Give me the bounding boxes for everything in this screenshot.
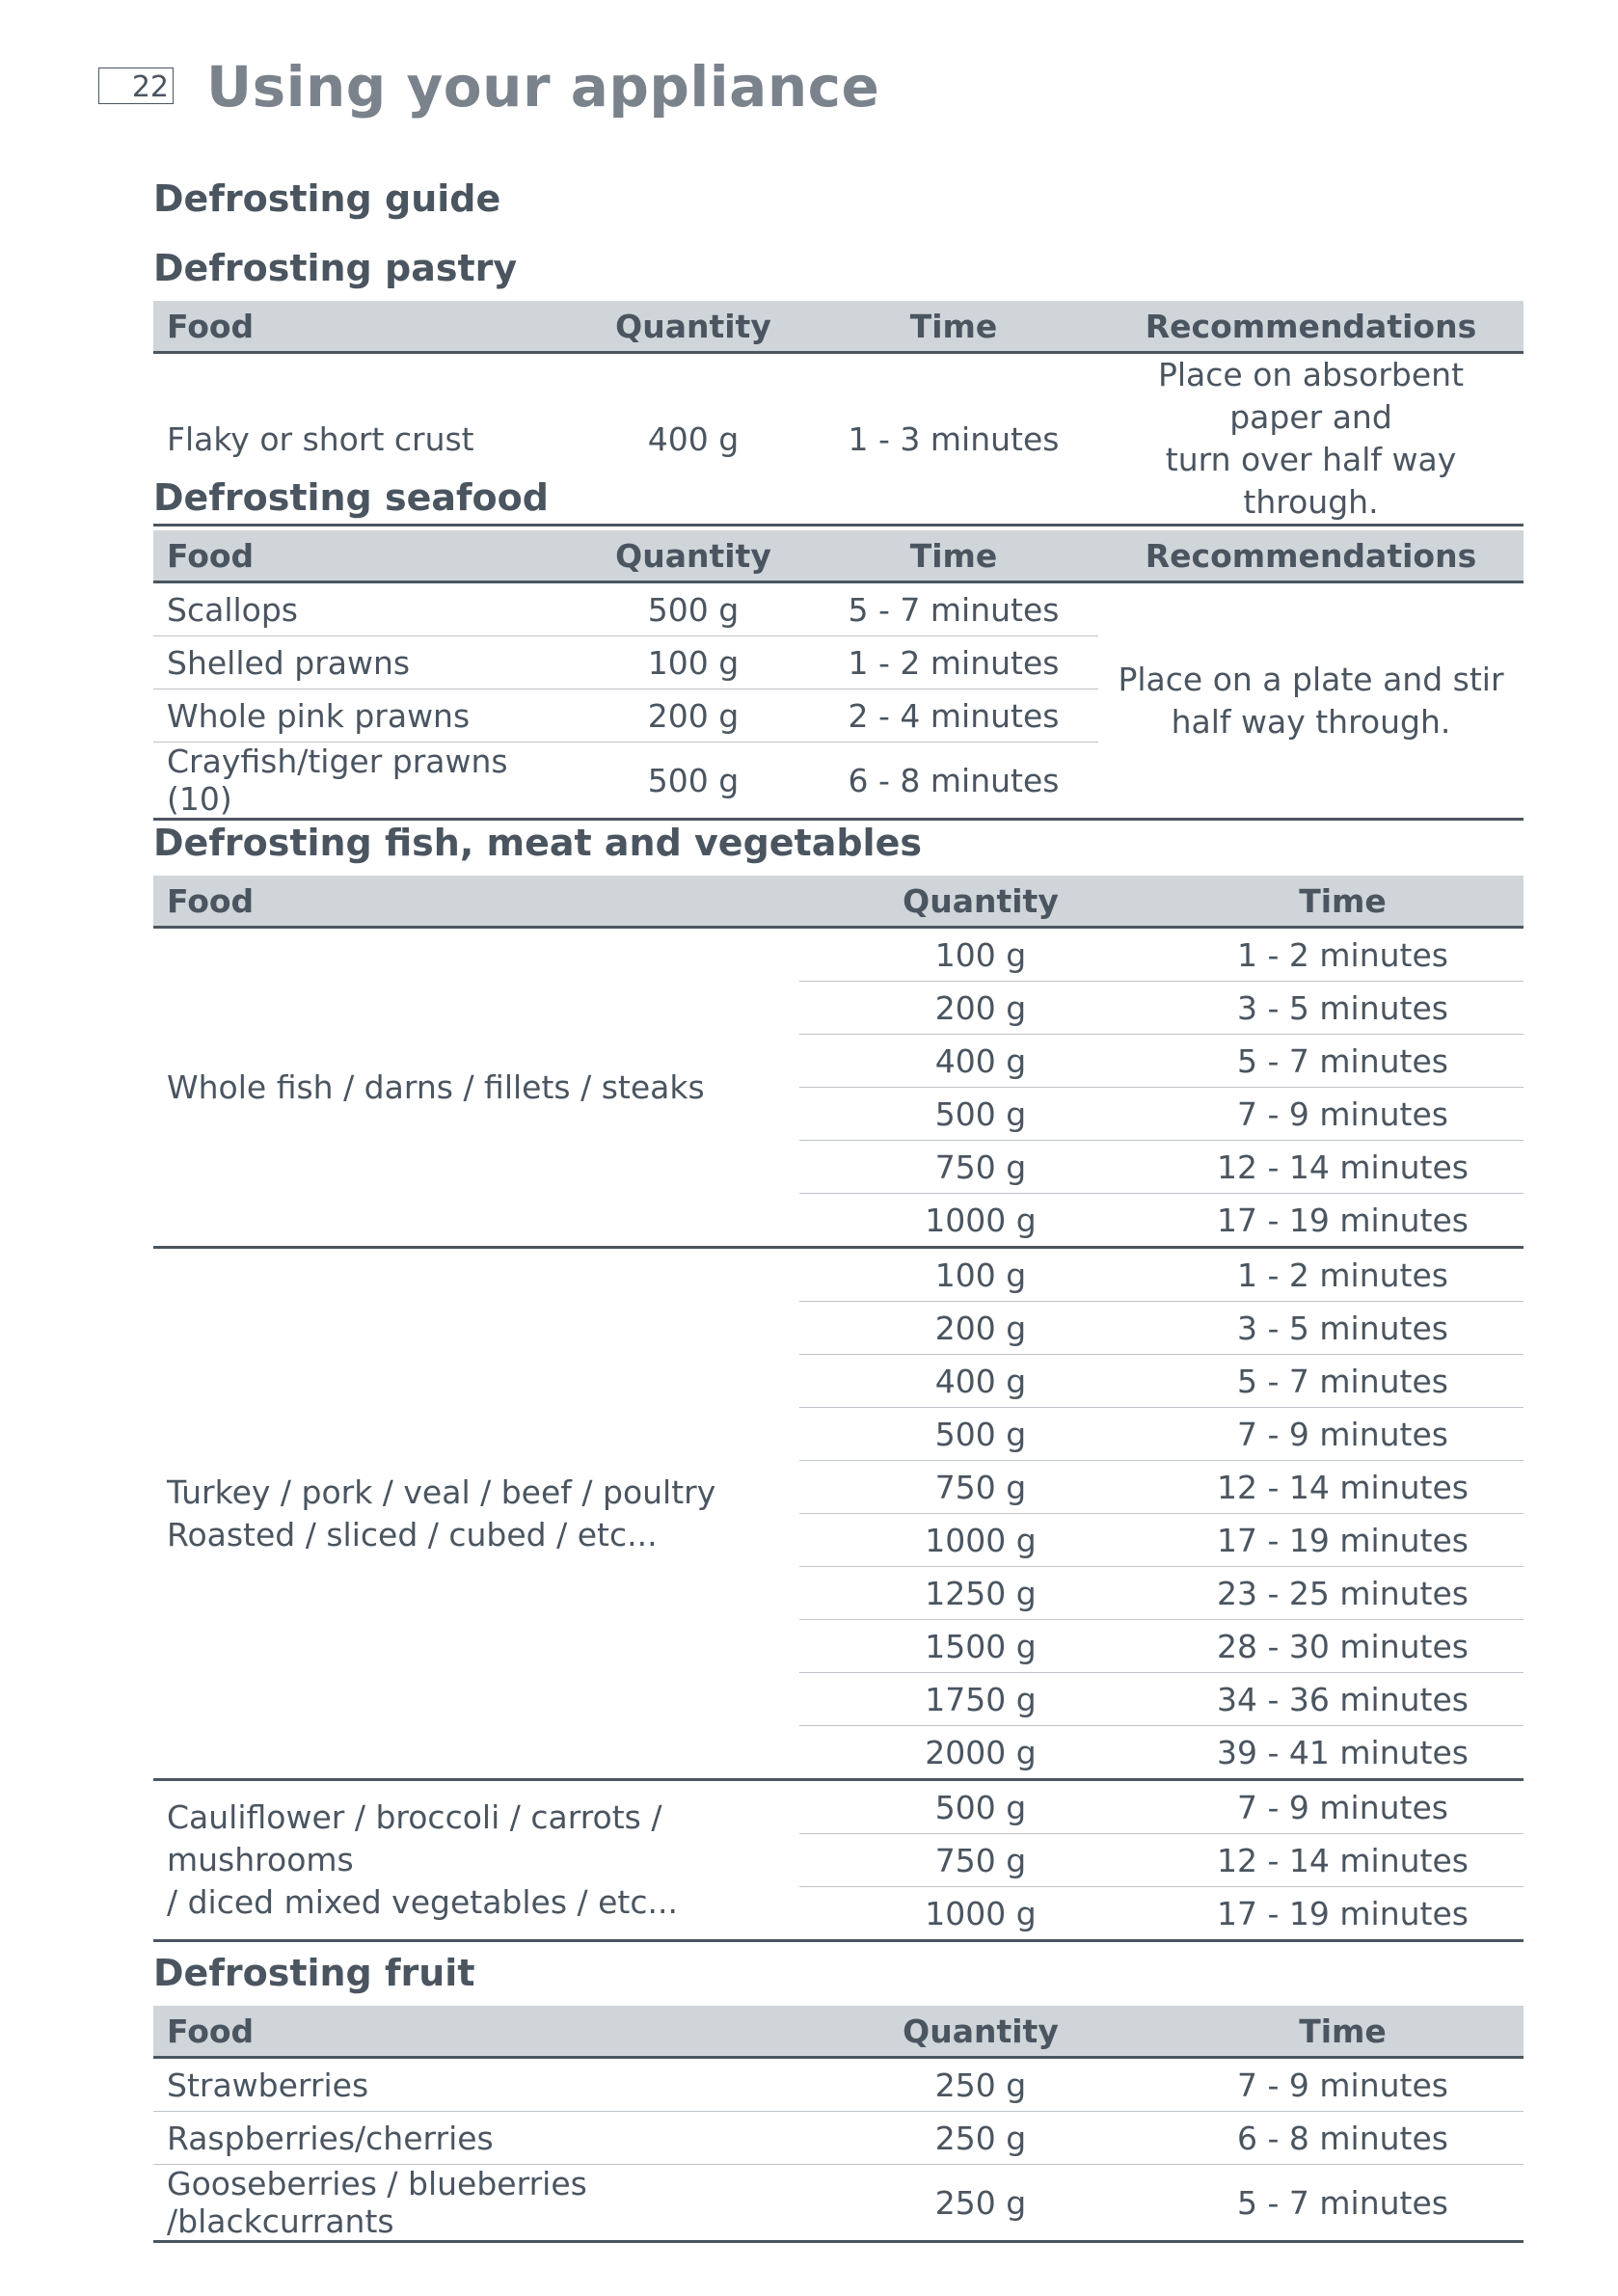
recommendation-line: Place on a plate and stir xyxy=(1118,660,1504,698)
food-cell: Scallops xyxy=(153,582,578,636)
time-cell: 1 - 2 minutes xyxy=(1162,1248,1524,1302)
food-cell xyxy=(153,1780,799,1941)
table-row xyxy=(153,928,1524,982)
quantity-cell: 500 g xyxy=(578,743,809,820)
quantity-cell: 1000 g xyxy=(799,1514,1162,1567)
recommendation-line: Place on absorbent paper and xyxy=(1157,356,1465,436)
time-cell: 6 - 8 minutes xyxy=(809,743,1098,820)
col-time: Time xyxy=(809,301,1098,353)
table-header-row xyxy=(153,876,1524,928)
col-food: Food xyxy=(153,876,799,928)
quantity-cell: 1250 g xyxy=(799,1567,1162,1620)
seafood-title: Defrosting seafood xyxy=(153,476,549,519)
recommendation-cell xyxy=(1098,582,1524,820)
quantity-cell: 250 g xyxy=(799,2165,1162,2242)
quantity-cell: 200 g xyxy=(578,689,809,743)
table-row xyxy=(153,2112,1524,2165)
guide-title: Defrosting guide xyxy=(153,177,501,220)
table-row xyxy=(153,2165,1524,2242)
time-cell: 1 - 2 minutes xyxy=(809,636,1098,689)
col-food: Food xyxy=(153,301,578,353)
col-food: Food xyxy=(153,530,578,582)
time-cell: 7 - 9 minutes xyxy=(1162,2058,1524,2112)
page-number: 22 xyxy=(131,70,169,104)
food-line: Turkey / pork / veal / beef / poultry xyxy=(167,1472,716,1511)
time-cell: 17 - 19 minutes xyxy=(1162,1194,1524,1248)
col-time: Time xyxy=(1162,2006,1524,2058)
quantity-cell: 1000 g xyxy=(799,1887,1162,1941)
food-cell: Shelled prawns xyxy=(153,636,578,689)
col-time: Time xyxy=(1162,876,1524,928)
table-row xyxy=(153,1780,1524,1834)
table-row xyxy=(153,2058,1524,2112)
quantity-cell: 100 g xyxy=(799,928,1162,982)
fish-meat-veg-title: Defrosting fish, meat and vegetables xyxy=(153,822,922,864)
time-cell: 7 - 9 minutes xyxy=(1162,1780,1524,1834)
time-cell: 3 - 5 minutes xyxy=(1162,1302,1524,1355)
col-recommendations: Recommendations xyxy=(1098,301,1524,353)
table-header-row xyxy=(153,530,1524,582)
fruit-table xyxy=(153,2006,1524,2243)
quantity-cell: 100 g xyxy=(578,636,809,689)
time-cell: 6 - 8 minutes xyxy=(1162,2112,1524,2165)
quantity-cell: 250 g xyxy=(799,2112,1162,2165)
time-cell: 12 - 14 minutes xyxy=(1162,1461,1524,1514)
quantity-cell: 200 g xyxy=(799,982,1162,1035)
recommendation-line: turn over half way through. xyxy=(1165,441,1457,521)
quantity-cell: 500 g xyxy=(799,1088,1162,1141)
food-cell xyxy=(153,1248,799,1780)
food-cell: Strawberries xyxy=(153,2058,799,2112)
quantity-cell: 750 g xyxy=(799,1834,1162,1887)
time-cell: 12 - 14 minutes xyxy=(1162,1141,1524,1194)
quantity-cell: 1500 g xyxy=(799,1620,1162,1673)
quantity-cell: 250 g xyxy=(799,2058,1162,2112)
time-cell: 17 - 19 minutes xyxy=(1162,1887,1524,1941)
time-cell: 39 - 41 minutes xyxy=(1162,1726,1524,1780)
col-quantity: Quantity xyxy=(799,876,1162,928)
time-cell: 5 - 7 minutes xyxy=(1162,2165,1524,2242)
table-header-row xyxy=(153,301,1524,353)
col-recommendations: Recommendations xyxy=(1098,530,1524,582)
col-quantity: Quantity xyxy=(799,2006,1162,2058)
col-quantity: Quantity xyxy=(578,301,809,353)
quantity-cell: 500 g xyxy=(799,1408,1162,1461)
time-cell: 5 - 7 minutes xyxy=(809,582,1098,636)
time-cell: 1 - 3 minutes xyxy=(809,353,1098,526)
time-cell: 28 - 30 minutes xyxy=(1162,1620,1524,1673)
quantity-cell: 1000 g xyxy=(799,1194,1162,1248)
time-cell: 17 - 19 minutes xyxy=(1162,1514,1524,1567)
page-title: Using your appliance xyxy=(206,54,880,120)
quantity-cell: 400 g xyxy=(799,1355,1162,1408)
time-cell: 12 - 14 minutes xyxy=(1162,1834,1524,1887)
time-cell: 1 - 2 minutes xyxy=(1162,928,1524,982)
food-cell: Whole pink prawns xyxy=(153,689,578,743)
recommendation-cell xyxy=(1098,353,1524,526)
food-line: Roasted / sliced / cubed / etc... xyxy=(167,1515,658,1553)
table-header-row xyxy=(153,2006,1524,2058)
seafood-table xyxy=(153,530,1524,821)
quantity-cell: 100 g xyxy=(799,1248,1162,1302)
quantity-cell: 2000 g xyxy=(799,1726,1162,1780)
food-line: Whole fish / darns / fillets / steaks xyxy=(167,1067,705,1106)
food-line: / diced mixed vegetables / etc... xyxy=(167,1883,678,1921)
time-cell: 23 - 25 minutes xyxy=(1162,1567,1524,1620)
fish-meat-veg-table xyxy=(153,876,1524,1942)
quantity-cell: 1750 g xyxy=(799,1673,1162,1726)
food-cell: Flaky or short crust xyxy=(153,353,578,526)
quantity-cell: 400 g xyxy=(578,353,809,526)
page-number-box xyxy=(98,68,174,104)
quantity-cell: 500 g xyxy=(799,1780,1162,1834)
quantity-cell: 500 g xyxy=(578,582,809,636)
col-quantity: Quantity xyxy=(578,530,809,582)
quantity-cell: 750 g xyxy=(799,1461,1162,1514)
food-line: Cauliflower / broccoli / carrots / mushrooms xyxy=(167,1798,662,1878)
food-cell: Gooseberries / blueberries /blackcurrants xyxy=(153,2165,799,2242)
time-cell: 5 - 7 minutes xyxy=(1162,1035,1524,1088)
food-cell: Crayfish/tiger prawns (10) xyxy=(153,743,578,820)
quantity-cell: 400 g xyxy=(799,1035,1162,1088)
food-cell xyxy=(153,928,799,1248)
quantity-cell: 750 g xyxy=(799,1141,1162,1194)
food-cell: Raspberries/cherries xyxy=(153,2112,799,2165)
time-cell: 5 - 7 minutes xyxy=(1162,1355,1524,1408)
time-cell: 2 - 4 minutes xyxy=(809,689,1098,743)
quantity-cell: 200 g xyxy=(799,1302,1162,1355)
table-row xyxy=(153,582,1524,636)
col-time: Time xyxy=(809,530,1098,582)
fruit-title: Defrosting fruit xyxy=(153,1952,475,1994)
time-cell: 3 - 5 minutes xyxy=(1162,982,1524,1035)
recommendation-line: half way through. xyxy=(1171,702,1451,741)
time-cell: 7 - 9 minutes xyxy=(1162,1088,1524,1141)
time-cell: 34 - 36 minutes xyxy=(1162,1673,1524,1726)
table-row xyxy=(153,1248,1524,1302)
time-cell: 7 - 9 minutes xyxy=(1162,1408,1524,1461)
col-food: Food xyxy=(153,2006,799,2058)
pastry-title: Defrosting pastry xyxy=(153,247,518,289)
